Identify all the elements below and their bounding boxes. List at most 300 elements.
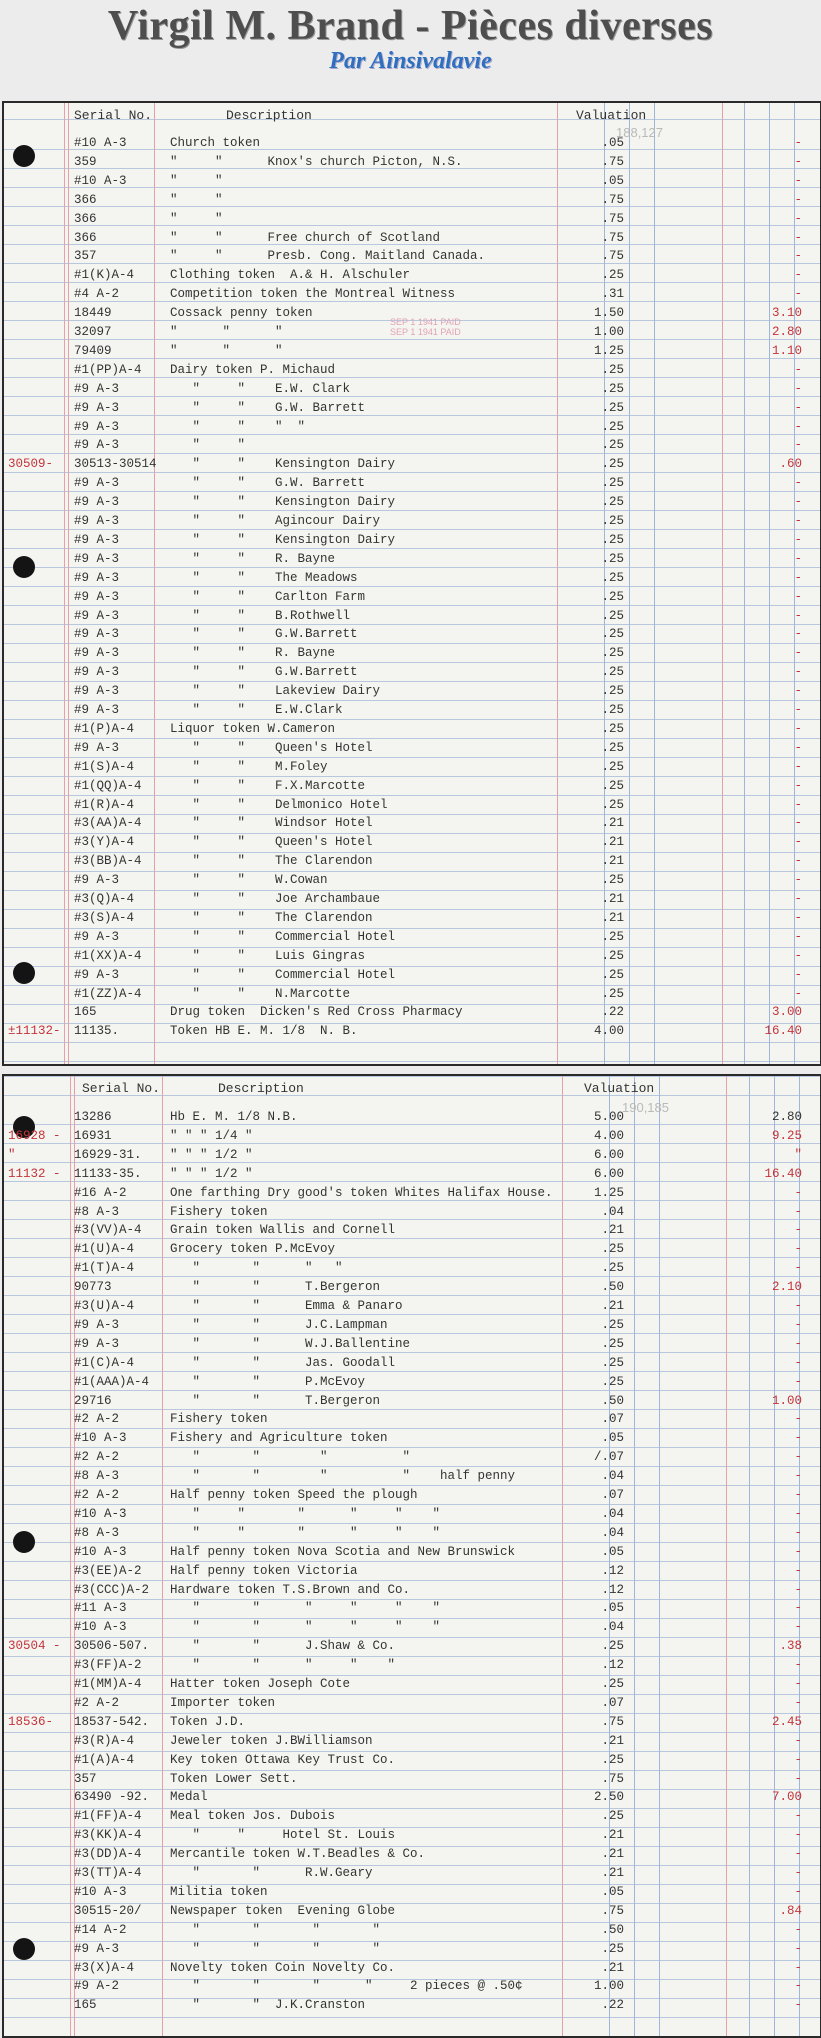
ledger-row	[4, 1751, 820, 1770]
serial-number: #3(KK)A-4	[74, 1828, 142, 1843]
serial-number: #9 A-3	[74, 476, 120, 491]
serial-number: #3(Q)A-4	[74, 892, 135, 906]
serial-number: #3(TT)A-4	[74, 1866, 142, 1880]
pencil-note: 190,185	[622, 1100, 669, 1115]
serial-number: 11133-35.	[74, 1166, 142, 1181]
serial-number: 11135.	[74, 1024, 120, 1039]
valuation-value: .75	[601, 1903, 624, 1918]
item-description: " " Joe Archambaue	[170, 892, 381, 906]
sale-amount: -	[794, 721, 802, 736]
ledger-row	[4, 266, 820, 285]
item-description: " " E.W.Clark	[170, 703, 343, 717]
valuation-value: .25	[601, 967, 624, 982]
ledger-row	[4, 1524, 820, 1543]
sale-amount: 7.00	[771, 1790, 802, 1805]
serial-number: 366	[74, 211, 97, 226]
sale-amount: -	[794, 759, 802, 774]
serial-number: #1(P)A-4	[74, 721, 135, 736]
item-description: " " R. Bayne	[170, 551, 336, 566]
valuation-value: .25	[601, 740, 624, 755]
sale-amount: -	[794, 1336, 802, 1351]
sale-amount: -	[794, 1695, 802, 1710]
serial-column-header: Serial No.	[82, 1081, 161, 1096]
sale-amount: .38	[779, 1639, 802, 1654]
page-subtitle: Par Ainsivalavie	[329, 48, 492, 74]
ledger-row	[4, 644, 820, 663]
item-description: " " Commercial Hotel	[170, 929, 396, 944]
ledger-row	[4, 493, 820, 512]
sale-amount: 3.10	[771, 306, 802, 321]
ledger-row	[4, 1788, 820, 1807]
sale-amount: -	[794, 1450, 802, 1465]
serial-number: #1(K)A-4	[74, 268, 135, 283]
sale-amount: -	[794, 1563, 802, 1578]
valuation-value: .75	[601, 1714, 624, 1729]
ledger-row	[4, 1373, 820, 1392]
item-description: " " " " 2 pieces @ .50¢	[170, 1979, 523, 1994]
sale-amount: -	[794, 892, 802, 906]
item-description: " " P.McEvoy	[170, 1374, 366, 1389]
item-description: " " The Meadows	[170, 570, 358, 585]
item-description: Fishery and Agriculture token	[170, 1431, 388, 1446]
valuation-value: 1.00	[593, 1979, 624, 1994]
sale-amount: 9.25	[771, 1128, 802, 1143]
ledger-row	[4, 1675, 820, 1694]
valuation-value: .75	[601, 230, 624, 245]
ledger-row	[4, 1410, 820, 1429]
ledger-row	[4, 588, 820, 607]
serial-number: #2 A-2	[74, 1695, 120, 1710]
item-description: Meal token Jos. Dubois	[170, 1809, 336, 1824]
ledger-row	[4, 625, 820, 644]
item-description: " " Delmonico Hotel	[170, 797, 388, 812]
ledger-row	[4, 1656, 820, 1675]
ledger-row	[4, 474, 820, 493]
ledger-row	[4, 833, 820, 852]
ledger-row	[4, 720, 820, 739]
serial-number: #4 A-2	[74, 287, 120, 302]
valuation-value: .25	[601, 532, 624, 547]
sale-amount: 1.00	[771, 1393, 802, 1408]
valuation-value: .21	[601, 1223, 624, 1238]
valuation-value: .25	[601, 551, 624, 566]
serial-number: #9 A-3	[74, 419, 120, 434]
ledger-row	[4, 1845, 820, 1864]
sale-amount: .84	[779, 1903, 802, 1918]
sale-amount: 2.10	[771, 1280, 802, 1295]
valuation-value: .25	[601, 873, 624, 888]
ledger-row	[4, 701, 820, 720]
sale-amount: -	[794, 1866, 802, 1880]
ledger-row	[4, 1883, 820, 1902]
item-description: Key token Ottawa Key Trust Co.	[170, 1752, 396, 1767]
ledger-row	[4, 172, 820, 191]
ledger-row	[4, 1184, 820, 1203]
ledger-row	[4, 928, 820, 947]
ledger-row	[4, 1940, 820, 1959]
valuation-value: .21	[601, 1733, 624, 1748]
serial-number: 366	[74, 192, 97, 207]
valuation-value: .25	[601, 438, 624, 453]
valuation-column-header: Valuation	[584, 1081, 655, 1096]
item-description: Token HB E. M. 1/8 N. B.	[170, 1024, 358, 1039]
serial-number: 30515-20/	[74, 1903, 142, 1918]
paid-stamp-line: SEP 1 1941 PAID	[390, 317, 461, 327]
item-description: " "	[170, 438, 246, 453]
item-description: " " J.Shaw & Co.	[170, 1639, 396, 1654]
valuation-value: 1.25	[593, 343, 624, 358]
serial-number: #9 A-3	[74, 381, 120, 396]
item-description: " " "	[170, 343, 283, 358]
valuation-value: 4.00	[593, 1128, 624, 1143]
valuation-value: 2.50	[593, 1790, 624, 1805]
sale-amount: -	[794, 1544, 802, 1559]
sale-amount: -	[794, 1658, 802, 1673]
sale-amount: -	[794, 1809, 802, 1824]
sale-amount: -	[794, 1204, 802, 1219]
ledger-row	[4, 607, 820, 626]
sale-amount: -	[794, 948, 802, 963]
sale-amount: -	[794, 1355, 802, 1370]
serial-number: #3(R)A-4	[74, 1733, 135, 1748]
ledger-row	[4, 436, 820, 455]
item-description: Half penny token Victoria	[170, 1563, 358, 1578]
sale-amount: 16.40	[764, 1166, 802, 1181]
serial-number: 79409	[74, 343, 112, 358]
sale-amount: 2.45	[771, 1714, 802, 1729]
serial-number: 357	[74, 1771, 97, 1786]
valuation-value: .25	[601, 268, 624, 283]
item-description: " " G.W.Barrett	[170, 627, 358, 642]
valuation-value: 6.00	[593, 1147, 624, 1162]
serial-number: #1(A)A-4	[74, 1752, 135, 1767]
sale-amount: -	[794, 910, 802, 925]
ledger-row	[4, 739, 820, 758]
serial-number: 359	[74, 154, 97, 169]
item-description: " " " "	[170, 1261, 343, 1276]
ledger-row	[4, 1826, 820, 1845]
serial-number: 30506-507.	[74, 1639, 150, 1654]
margin-note: ±11132-	[8, 1024, 61, 1039]
ledger-row	[4, 1959, 820, 1978]
item-description: " " " " " "	[170, 1620, 441, 1635]
description-column-header: Description	[226, 108, 312, 123]
serial-number: #9 A-3	[74, 703, 120, 717]
item-description: " " J.C.Lampman	[170, 1317, 388, 1332]
valuation-value: .75	[601, 192, 624, 207]
ledger-row	[4, 966, 820, 985]
valuation-value: .25	[601, 986, 624, 1001]
valuation-value: .21	[601, 1866, 624, 1880]
serial-number: 63490 -92.	[74, 1790, 150, 1805]
item-description: Hb E. M. 1/8 N.B.	[170, 1110, 298, 1124]
serial-number: #3(X)A-4	[74, 1960, 135, 1975]
sale-amount: -	[794, 287, 802, 302]
serial-number: #9 A-3	[74, 400, 120, 415]
sale-amount: -	[794, 154, 802, 169]
ledger-row	[4, 531, 820, 550]
serial-number: #1(QQ)A-4	[74, 778, 142, 793]
sale-amount: -	[794, 665, 802, 680]
item-description: " " B.Rothwell	[170, 608, 351, 623]
ledger-row	[4, 569, 820, 588]
serial-number: #8 A-3	[74, 1204, 120, 1219]
serial-number: #9 A-3	[74, 495, 120, 510]
serial-number: #9 A-3	[74, 1336, 120, 1351]
serial-number: #9 A-3	[74, 1317, 120, 1332]
ledger-row	[4, 777, 820, 796]
item-description: " " " " "	[170, 1658, 396, 1673]
valuation-value: .25	[601, 1374, 624, 1389]
sale-amount: -	[794, 362, 802, 377]
valuation-value: .25	[601, 570, 624, 585]
valuation-value: 1.50	[593, 306, 624, 321]
valuation-value: .25	[601, 1941, 624, 1956]
item-description: " "	[170, 173, 223, 188]
sale-amount: -	[794, 381, 802, 396]
serial-number: #3(BB)A-4	[74, 854, 142, 869]
ledger-row	[4, 1467, 820, 1486]
sale-amount: -	[794, 854, 802, 869]
sale-amount: 2.80	[771, 325, 802, 339]
serial-number: #1(AAA)A-4	[74, 1374, 150, 1389]
item-description: Hatter token Joseph Cote	[170, 1677, 351, 1691]
item-description: " " " " half penny	[170, 1469, 516, 1484]
serial-number: 18449	[74, 306, 112, 321]
serial-column-header: Serial No.	[74, 108, 153, 123]
item-description: " " R. Bayne	[170, 646, 336, 661]
serial-number: #1(XX)A-4	[74, 948, 142, 963]
ledger-row	[4, 1581, 820, 1600]
serial-number: 18537-542.	[74, 1714, 150, 1729]
valuation-value: .75	[601, 211, 624, 226]
valuation-value: .25	[601, 476, 624, 491]
serial-number: #9 A-3	[74, 514, 120, 528]
serial-number: #10 A-3	[74, 1506, 127, 1521]
item-description: " " Queen's Hotel	[170, 835, 373, 850]
sale-amount: -	[794, 514, 802, 528]
item-description: " " " "	[170, 419, 306, 434]
item-description: " " Lakeview Dairy	[170, 684, 381, 699]
page-title: Virgil M. Brand - Pièces diverses	[107, 3, 714, 49]
valuation-value: .05	[601, 136, 624, 150]
serial-number: 16929-31.	[74, 1147, 142, 1162]
sale-amount: -	[794, 1582, 802, 1597]
valuation-value: .21	[601, 892, 624, 906]
item-description: " "	[170, 192, 223, 207]
ledger-row	[4, 1259, 820, 1278]
item-description: Novelty token Coin Novelty Co.	[170, 1960, 396, 1975]
sale-amount: -	[794, 551, 802, 566]
item-description: Clothing token A.& H. Alschuler	[170, 268, 411, 283]
item-description: " " G.W. Barrett	[170, 476, 366, 491]
valuation-value: .25	[601, 665, 624, 680]
margin-note: "	[8, 1147, 16, 1162]
item-description: " " " "	[170, 1450, 411, 1465]
item-description: " " " 1/4 "	[170, 1128, 253, 1143]
valuation-value: .22	[601, 1998, 624, 2013]
serial-number: #1(S)A-4	[74, 759, 135, 774]
serial-number: #10 A-3	[74, 1544, 127, 1559]
margin-note: 30509-	[8, 457, 54, 472]
item-description: Jeweler token J.BWilliamson	[170, 1733, 373, 1748]
serial-number: 90773	[74, 1280, 112, 1295]
ledger-row	[4, 1203, 820, 1222]
serial-number: 29716	[74, 1393, 112, 1408]
item-description: Competition token the Montreal Witness	[170, 287, 456, 302]
item-description: " " W.Cowan	[170, 873, 328, 888]
sale-amount: -	[794, 173, 802, 188]
serial-number: #1(ZZ)A-4	[74, 986, 142, 1001]
sale-amount: -	[794, 816, 802, 831]
ledger-row	[4, 1732, 820, 1751]
serial-number: #3(VV)A-4	[74, 1223, 142, 1238]
valuation-value: .05	[601, 1601, 624, 1616]
valuation-value: /.07	[593, 1450, 624, 1465]
valuation-value: .04	[601, 1620, 624, 1635]
serial-number: #9 A-2	[74, 1979, 120, 1994]
serial-number: #3(AA)A-4	[74, 816, 142, 831]
ledger-row	[4, 512, 820, 531]
valuation-value: .07	[601, 1695, 624, 1710]
sale-amount: -	[794, 438, 802, 453]
valuation-value: .25	[601, 514, 624, 528]
margin-note: 11132 -	[8, 1166, 61, 1181]
page-header	[0, 0, 821, 100]
serial-number: #8 A-3	[74, 1469, 120, 1484]
ledger-sheet-1	[2, 101, 821, 1066]
ledger-row	[4, 1240, 820, 1259]
item-description: " " " 1/2 "	[170, 1166, 253, 1181]
valuation-value: .31	[601, 287, 624, 302]
ledger-row	[4, 1127, 820, 1146]
item-description: " " G.W.Barrett	[170, 665, 358, 680]
ledger-row	[4, 909, 820, 928]
ledger-row	[4, 1505, 820, 1524]
ledger-row	[4, 1022, 820, 1041]
serial-number: #9 A-3	[74, 551, 120, 566]
sale-amount: -	[794, 1601, 802, 1616]
ledger-row	[4, 1902, 820, 1921]
valuation-value: .25	[601, 1639, 624, 1654]
ledger-row	[4, 342, 820, 361]
serial-number: #3(U)A-4	[74, 1299, 135, 1313]
valuation-value: .25	[601, 627, 624, 642]
sale-amount: -	[794, 986, 802, 1001]
serial-number: #10 A-3	[74, 1620, 127, 1635]
item-description: " " Kensington Dairy	[170, 495, 396, 510]
item-description: One farthing Dry good's token Whites Halifax House.	[170, 1185, 553, 1200]
serial-number: #3(S)A-4	[74, 910, 135, 925]
item-description: " " F.X.Marcotte	[170, 778, 366, 793]
sale-amount: -	[794, 684, 802, 699]
valuation-value: 5.00	[593, 1110, 624, 1124]
ledger-row	[4, 814, 820, 833]
ledger-row	[4, 1278, 820, 1297]
valuation-value: .12	[601, 1658, 624, 1673]
item-description: " " Kensington Dairy	[170, 532, 396, 547]
serial-number: #1(C)A-4	[74, 1355, 135, 1370]
item-description: Half penny token Speed the plough	[170, 1488, 418, 1502]
item-description: Dairy token P. Michaud	[170, 362, 336, 377]
ledger-row	[4, 285, 820, 304]
valuation-value: .22	[601, 1005, 624, 1020]
ledger-row	[4, 1864, 820, 1883]
item-description: " " Kensington Dairy	[170, 457, 396, 472]
sale-amount: -	[794, 211, 802, 226]
valuation-value: 1.00	[593, 325, 624, 339]
item-description: " " E.W. Clark	[170, 381, 351, 396]
item-description: Cossack penny token	[170, 306, 313, 321]
valuation-value: .25	[601, 929, 624, 944]
serial-number: 30513-30514	[74, 457, 157, 472]
valuation-value: .07	[601, 1412, 624, 1427]
sale-amount: -	[794, 1261, 802, 1276]
valuation-value: .25	[601, 381, 624, 396]
item-description: " " Commercial Hotel	[170, 967, 396, 982]
item-description: Hardware token T.S.Brown and Co.	[170, 1582, 411, 1597]
item-description: " " Presb. Cong. Maitland Canada.	[170, 249, 486, 264]
sale-amount: -	[794, 1223, 802, 1238]
valuation-value: .07	[601, 1488, 624, 1502]
ledger-sheet-2	[2, 1074, 821, 2038]
valuation-value: .75	[601, 1771, 624, 1786]
serial-number: #9 A-3	[74, 967, 120, 982]
ledger-row	[4, 682, 820, 701]
serial-number: #9 A-3	[74, 684, 120, 699]
sale-amount: -	[794, 1884, 802, 1899]
serial-number: #2 A-2	[74, 1450, 120, 1465]
valuation-value: .05	[601, 1544, 624, 1559]
valuation-value: .04	[601, 1506, 624, 1521]
ledger-row	[4, 1108, 820, 1127]
sale-amount: -	[794, 1922, 802, 1937]
sale-amount: -	[794, 797, 802, 812]
serial-number: #3(Y)A-4	[74, 835, 135, 850]
serial-number: #1(FF)A-4	[74, 1809, 142, 1824]
valuation-value: .21	[601, 1960, 624, 1975]
valuation-value: .75	[601, 154, 624, 169]
sale-amount: -	[794, 778, 802, 793]
ledger-row	[4, 1297, 820, 1316]
ledger-row	[4, 1543, 820, 1562]
serial-number: 32097	[74, 325, 112, 339]
sale-amount: .60	[779, 457, 802, 472]
item-description: " " " "	[170, 1941, 381, 1956]
valuation-value: .25	[601, 703, 624, 717]
valuation-value: .25	[601, 400, 624, 415]
ledger-row	[4, 758, 820, 777]
paid-stamp-line: SEP 1 1941 PAID	[390, 327, 461, 337]
serial-number: #2 A-2	[74, 1488, 120, 1502]
item-description: Liquor token W.Cameron	[170, 721, 336, 736]
description-column-header: Description	[218, 1081, 304, 1096]
ledger-row	[4, 1599, 820, 1618]
serial-number: 357	[74, 249, 97, 264]
valuation-value: .25	[601, 1261, 624, 1276]
valuation-value: .21	[601, 1299, 624, 1313]
item-description: " " The Clarendon	[170, 854, 373, 869]
ledger-row	[4, 1165, 820, 1184]
ledger-row	[4, 1316, 820, 1335]
sale-amount: -	[794, 1771, 802, 1786]
item-description: " " Free church of Scotland	[170, 230, 441, 245]
serial-number: #3(DD)A-4	[74, 1847, 142, 1862]
item-description: " " Knox's church Picton, N.S.	[170, 154, 463, 169]
ledger-row	[4, 1448, 820, 1467]
sale-amount: -	[794, 1469, 802, 1484]
sale-amount: -	[794, 249, 802, 264]
